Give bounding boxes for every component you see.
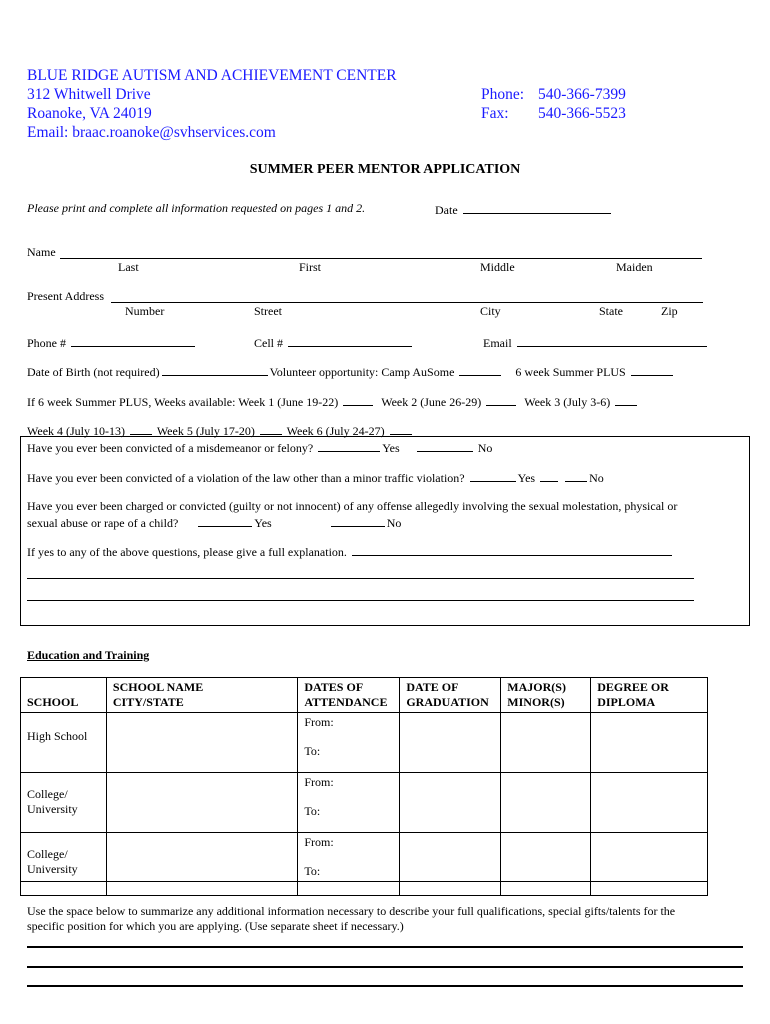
summary-line-1: Use the space below to summarize any additional information necessary to describe your full qualifications, special gifts/talents for the bbox=[27, 904, 676, 918]
week4-label: Week 4 (July 10-13) bbox=[27, 424, 126, 438]
week5-line[interactable] bbox=[260, 422, 282, 435]
week3-line[interactable] bbox=[615, 393, 637, 406]
phone-field-label: Phone # bbox=[27, 336, 66, 350]
degree-cell[interactable] bbox=[591, 833, 708, 882]
q2-yes-line[interactable] bbox=[470, 469, 516, 482]
col-major-line2: MINOR(S) bbox=[507, 695, 565, 709]
empty-cell[interactable] bbox=[298, 882, 400, 896]
empty-cell[interactable] bbox=[501, 882, 591, 896]
summary-write-line-2[interactable] bbox=[27, 966, 743, 968]
school-type-cell bbox=[21, 713, 107, 773]
dob-line[interactable] bbox=[162, 363, 268, 376]
address-number-caption: Number bbox=[125, 304, 165, 318]
col-major bbox=[501, 678, 591, 713]
school-type-line1: High School bbox=[27, 729, 88, 743]
q1-yes-label: Yes bbox=[382, 441, 400, 455]
col-degree-line1: DEGREE OR bbox=[597, 680, 669, 694]
address-city-caption: City bbox=[480, 304, 501, 318]
org-email: Email: braac.roanoke@svhservices.com bbox=[27, 124, 276, 141]
cell-field-line bbox=[288, 334, 412, 347]
address-label: Present Address bbox=[27, 289, 104, 303]
col-graduation-line2: GRADUATION bbox=[406, 695, 489, 709]
volunteer-camp-ausome-label: Volunteer opportunity: Camp AuSome bbox=[269, 365, 455, 379]
school-type-line1: College/ bbox=[27, 847, 68, 861]
org-name: BLUE RIDGE AUTISM AND ACHIEVEMENT CENTER bbox=[27, 67, 397, 84]
week2-label: Week 2 (June 26-29) bbox=[381, 395, 482, 409]
graduation-cell[interactable] bbox=[400, 713, 501, 773]
table-row bbox=[21, 882, 708, 896]
school-name-cell[interactable] bbox=[106, 773, 297, 833]
q3-yes-line[interactable] bbox=[198, 514, 252, 527]
explanation-row bbox=[27, 543, 674, 560]
major-cell[interactable] bbox=[501, 833, 591, 882]
school-type-line1: College/ bbox=[27, 787, 68, 801]
weeks-row-1 bbox=[27, 393, 639, 410]
graduation-cell[interactable] bbox=[400, 833, 501, 882]
name-maiden-caption: Maiden bbox=[616, 260, 653, 274]
school-name-cell[interactable] bbox=[106, 833, 297, 882]
col-degree bbox=[591, 678, 708, 713]
degree-cell[interactable] bbox=[591, 713, 708, 773]
camp-ausome-line[interactable] bbox=[459, 363, 501, 376]
question-2 bbox=[27, 469, 604, 486]
empty-cell[interactable] bbox=[106, 882, 297, 896]
major-cell[interactable] bbox=[501, 713, 591, 773]
week5-label: Week 5 (July 17-20) bbox=[156, 424, 255, 438]
dates-cell[interactable] bbox=[298, 833, 400, 882]
education-table bbox=[20, 677, 708, 896]
summary-write-line-3[interactable] bbox=[27, 985, 743, 987]
table-row bbox=[21, 773, 708, 833]
dates-cell[interactable] bbox=[298, 713, 400, 773]
school-name-cell[interactable] bbox=[106, 713, 297, 773]
name-label: Name bbox=[27, 245, 56, 259]
education-heading: Education and Training bbox=[27, 648, 150, 662]
address-street-caption: Street bbox=[254, 304, 282, 318]
summary-line-2: specific position for which you are applying. (Use separate sheet if necessary.) bbox=[27, 919, 404, 933]
q2-yes-label: Yes bbox=[517, 471, 536, 485]
col-graduation-line1: DATE OF bbox=[406, 680, 459, 694]
dates-cell[interactable] bbox=[298, 773, 400, 833]
date-field[interactable] bbox=[435, 201, 613, 218]
fax-number: 540-366-5523 bbox=[538, 105, 626, 122]
question-3-line2 bbox=[27, 514, 401, 531]
q3-yes-label: Yes bbox=[254, 516, 272, 530]
to-label: To: bbox=[304, 804, 321, 818]
col-school-name-line1: SCHOOL NAME bbox=[112, 680, 204, 694]
explanation-line-2[interactable] bbox=[27, 578, 694, 579]
instructions: Please print and complete all information requested on pages 1 and 2. bbox=[27, 201, 366, 215]
school-type-line2: University bbox=[27, 862, 78, 876]
school-type-line2: University bbox=[27, 802, 78, 816]
question-3-line1: Have you ever been charged or convicted (guilty or not innocent) of any offense allegedly involving the sexual molestation, physical or bbox=[27, 499, 678, 513]
week1-label: If 6 week Summer PLUS, Weeks available: Week 1 (June 19-22) bbox=[27, 395, 339, 409]
week3-label: Week 3 (July 3-6) bbox=[524, 395, 611, 409]
q1-yes-line[interactable] bbox=[318, 439, 380, 452]
phone-field-line bbox=[71, 334, 195, 347]
table-row bbox=[21, 833, 708, 882]
school-type-cell bbox=[21, 773, 107, 833]
q2-no-label: No bbox=[589, 471, 604, 485]
q3-no-line[interactable] bbox=[331, 514, 385, 527]
question-3-text: sexual abuse or rape of a child? bbox=[27, 516, 179, 530]
address-line[interactable] bbox=[111, 302, 703, 303]
q2-no-line[interactable] bbox=[565, 469, 587, 482]
question-2-text: Have you ever been convicted of a violation of the law other than a minor traffic violation? bbox=[27, 471, 465, 485]
from-label: From: bbox=[304, 715, 334, 729]
week6-label: Week 6 (July 24-27) bbox=[286, 424, 385, 438]
col-graduation bbox=[400, 678, 501, 713]
table-row bbox=[21, 713, 708, 773]
summer-plus-label: 6 week Summer PLUS bbox=[515, 365, 626, 379]
graduation-cell[interactable] bbox=[400, 773, 501, 833]
to-label: To: bbox=[304, 744, 321, 758]
q1-no-line[interactable] bbox=[417, 439, 473, 452]
q2-blank-line[interactable] bbox=[540, 469, 558, 482]
week4-line[interactable] bbox=[130, 422, 152, 435]
empty-cell[interactable] bbox=[400, 882, 501, 896]
phone-field[interactable] bbox=[27, 334, 197, 351]
date-label: Date bbox=[435, 203, 458, 217]
week1-line[interactable] bbox=[343, 393, 373, 406]
week2-line[interactable] bbox=[486, 393, 516, 406]
question-1-text: Have you ever been convicted of a misdemeanor or felony? bbox=[27, 441, 314, 455]
explanation-line-1[interactable] bbox=[352, 543, 672, 556]
from-label: From: bbox=[304, 835, 334, 849]
fax-label: Fax: bbox=[481, 105, 509, 122]
email-field[interactable] bbox=[483, 334, 709, 351]
summary-write-line-1[interactable] bbox=[27, 946, 743, 948]
q1-no-label: No bbox=[477, 441, 493, 455]
col-dates-line1: DATES OF bbox=[304, 680, 364, 694]
col-school-name bbox=[106, 678, 297, 713]
dob-label: Date of Birth (not required) bbox=[27, 365, 160, 379]
from-label: From: bbox=[304, 775, 334, 789]
col-school: SCHOOL bbox=[21, 678, 107, 713]
org-address-line1: 312 Whitwell Drive bbox=[27, 86, 151, 103]
explanation-label: If yes to any of the above questions, please give a full explanation. bbox=[27, 545, 347, 559]
address-state-caption: State bbox=[599, 304, 623, 318]
to-label: To: bbox=[304, 864, 321, 878]
dob-row bbox=[27, 363, 675, 380]
cell-field[interactable] bbox=[254, 334, 414, 351]
explanation-line-3[interactable] bbox=[27, 600, 694, 601]
address-zip-caption: Zip bbox=[661, 304, 678, 318]
summer-plus-line[interactable] bbox=[631, 363, 673, 376]
degree-cell[interactable] bbox=[591, 773, 708, 833]
name-middle-caption: Middle bbox=[480, 260, 515, 274]
empty-cell[interactable] bbox=[591, 882, 708, 896]
org-address-line2: Roanoke, VA 24019 bbox=[27, 105, 152, 122]
school-type-cell bbox=[21, 833, 107, 882]
q3-no-label: No bbox=[386, 516, 402, 530]
question-1 bbox=[27, 439, 492, 456]
education-header-row bbox=[21, 678, 708, 713]
week6-line[interactable] bbox=[390, 422, 412, 435]
col-school-name-line2: CITY/STATE bbox=[112, 695, 184, 709]
cell-field-label: Cell # bbox=[254, 336, 283, 350]
name-last-caption: Last bbox=[118, 260, 139, 274]
col-dates-line2: ATTENDANCE bbox=[304, 695, 388, 709]
email-field-label: Email bbox=[483, 336, 512, 350]
name-first-caption: First bbox=[299, 260, 322, 274]
background-questions-box bbox=[20, 436, 750, 626]
date-line bbox=[463, 201, 611, 214]
empty-cell[interactable] bbox=[21, 882, 107, 896]
name-line[interactable] bbox=[60, 258, 702, 259]
page-title: SUMMER PEER MENTOR APPLICATION bbox=[249, 162, 521, 177]
phone-number: 540-366-7399 bbox=[538, 86, 626, 103]
col-degree-line2: DIPLOMA bbox=[597, 695, 656, 709]
col-dates bbox=[298, 678, 400, 713]
col-major-line1: MAJOR(S) bbox=[507, 680, 566, 694]
email-field-line bbox=[517, 334, 707, 347]
phone-label: Phone: bbox=[481, 86, 525, 103]
major-cell[interactable] bbox=[501, 773, 591, 833]
